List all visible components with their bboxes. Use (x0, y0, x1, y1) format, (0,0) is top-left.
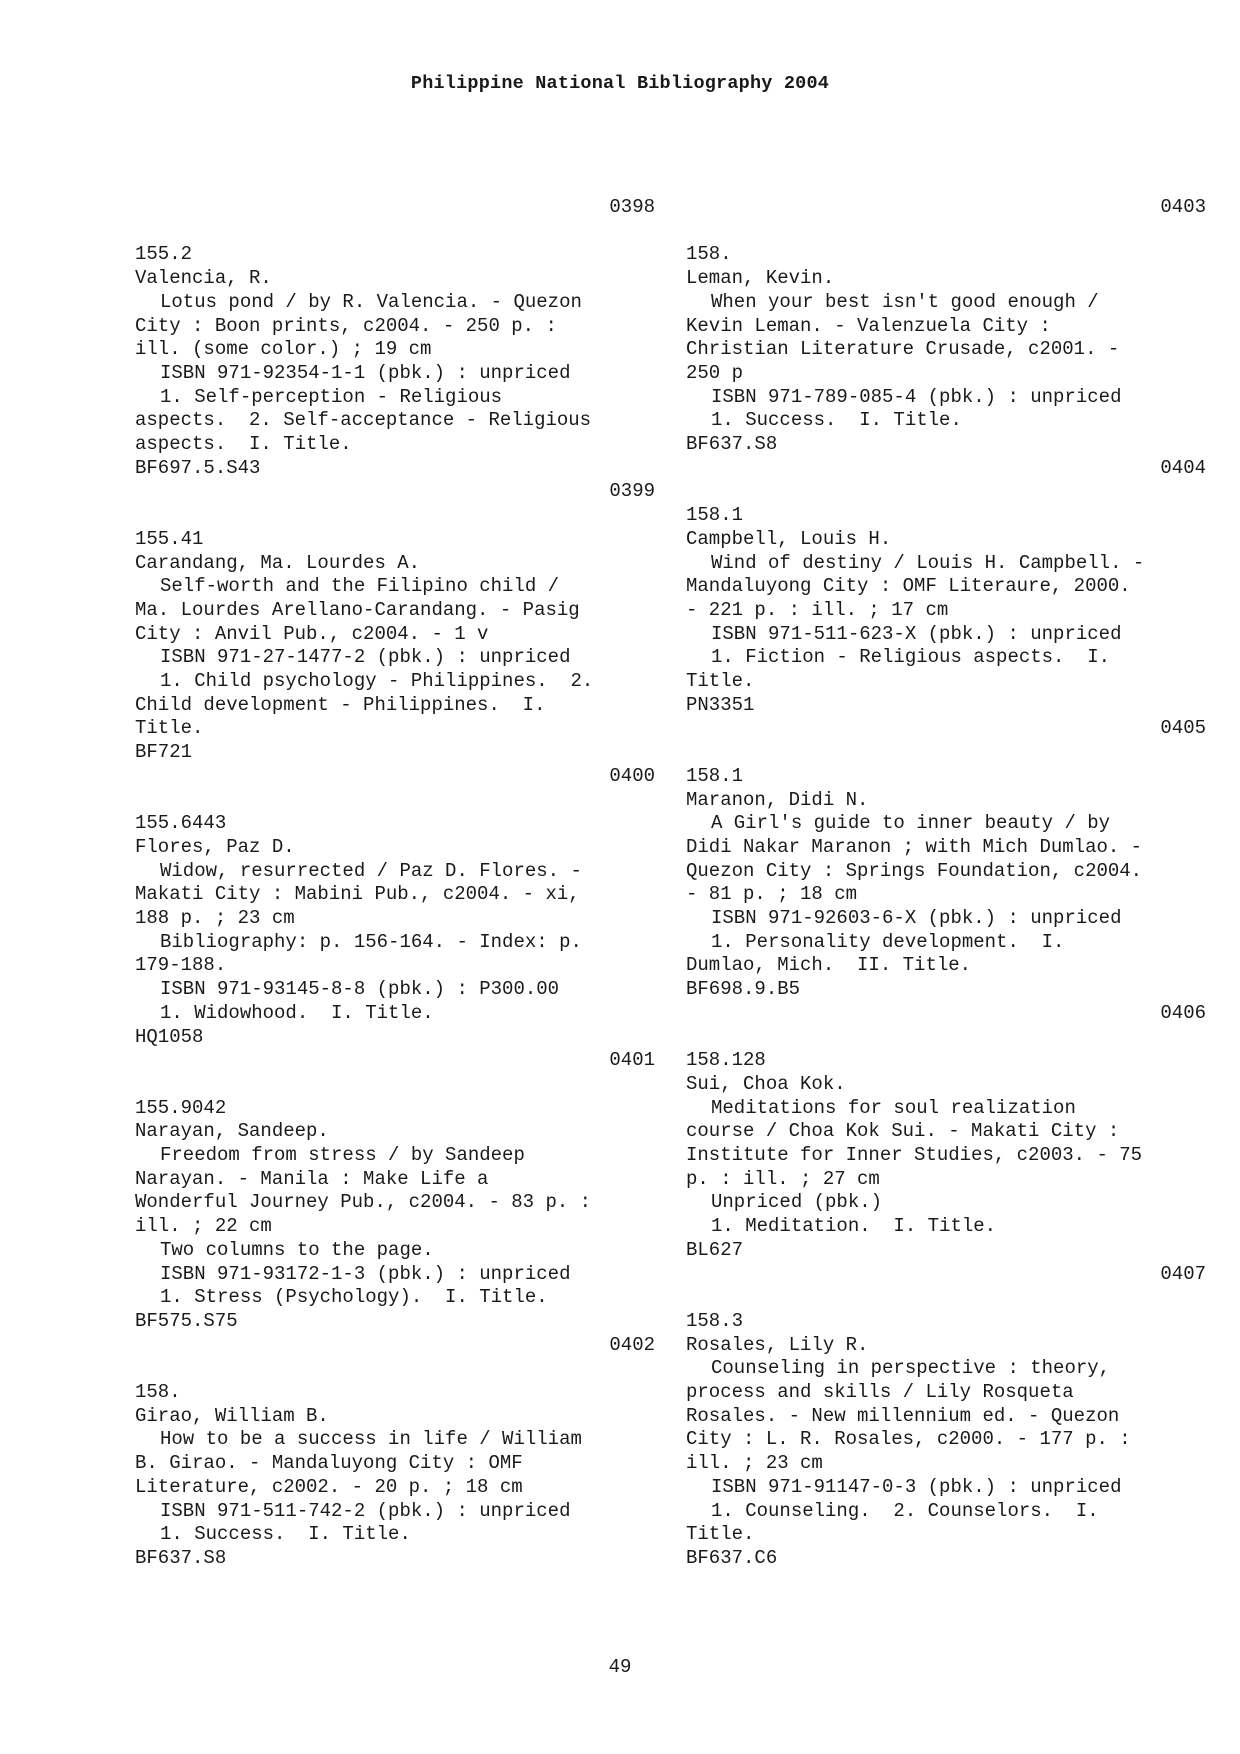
entry-line: When your best isn't good enough / (711, 290, 1099, 313)
entry-line: Makati City : Mabini Pub., c2004. - xi, (135, 883, 580, 906)
entry-number: 0402 (609, 1333, 655, 1356)
entry-line: Leman, Kevin. (686, 267, 835, 290)
entry-line: City : Anvil Pub., c2004. - 1 v (135, 622, 489, 645)
entry-line: process and skills / Lily Rosqueta (686, 1381, 1074, 1404)
entry-line: Maranon, Didi N. (686, 788, 869, 811)
bibliography-entry (135, 1049, 655, 1333)
entry-line: ISBN 971-27-1477-2 (pbk.) : unpriced (160, 646, 571, 669)
entry-line: 1. Personality development. I. (711, 930, 1065, 953)
entry-line: Title. (135, 717, 204, 740)
bibliography-entry (686, 717, 1206, 1001)
entry-number: 0400 (609, 764, 655, 787)
entry-line: 158.1 (686, 504, 744, 527)
entry-number: 0405 (1160, 717, 1206, 740)
entry-line: Freedom from stress / by Sandeep (160, 1144, 525, 1167)
entry-line: Wonderful Journey Pub., c2004. - 83 p. : (135, 1191, 592, 1214)
entry-line: ISBN 971-511-742-2 (pbk.) : unpriced (160, 1499, 571, 1522)
entry-line: 158.1 (686, 764, 744, 787)
entry-line: ISBN 971-91147-0-3 (pbk.) : unpriced (711, 1475, 1122, 1498)
entry-line: Unpriced (pbk.) (711, 1191, 883, 1214)
entry-line: course / Choa Kok Sui. - Makati City : (686, 1120, 1120, 1143)
page-title: Philippine National Bibliography 2004 (410, 73, 830, 94)
entry-line: City : L. R. Rosales, c2000. - 177 p. : (686, 1428, 1131, 1451)
entry-line: Flores, Paz D. (135, 835, 295, 858)
entry-line: Wind of destiny / Louis H. Campbell. - (711, 551, 1145, 574)
entry-line: Narayan. - Manila : Make Life a (135, 1167, 489, 1190)
entry-line: Didi Nakar Maranon ; with Mich Dumlao. - (686, 835, 1143, 858)
entry-line: City : Boon prints, c2004. - 250 p. : (135, 314, 557, 337)
entry-line: 155.6443 (135, 812, 227, 835)
entry-line: - 221 p. : ill. ; 17 cm (686, 598, 949, 621)
bibliography-entry (135, 480, 655, 764)
entry-line: How to be a success in life / William (160, 1428, 582, 1451)
entry-line: PN3351 (686, 693, 755, 716)
entry-line: 158.3 (686, 1309, 744, 1332)
entry-line: 158.128 (686, 1049, 766, 1072)
entry-line: ISBN 971-511-623-X (pbk.) : unpriced (711, 622, 1122, 645)
entry-line: 158. (686, 243, 732, 266)
entry-line: 1. Success. I. Title. (160, 1523, 411, 1546)
entry-number: 0399 (609, 480, 655, 503)
entry-line: Sui, Choa Kok. (686, 1072, 846, 1095)
entry-line: A Girl's guide to inner beauty / by (711, 812, 1111, 835)
entry-line: aspects. 2. Self-acceptance - Religious (135, 409, 592, 432)
entry-line: Campbell, Louis H. (686, 527, 892, 550)
bibliography-entry (686, 457, 1206, 718)
entry-line: BF698.9.B5 (686, 978, 801, 1001)
entry-line: Literature, c2002. - 20 p. ; 18 cm (135, 1475, 523, 1498)
entry-line: Lotus pond / by R. Valencia. - Quezon (160, 290, 582, 313)
entry-line: BF575.S75 (135, 1309, 238, 1332)
entry-line: Meditations for soul realization (711, 1096, 1076, 1119)
entry-line: 1. Stress (Psychology). I. Title. (160, 1286, 548, 1309)
entry-line: Girao, William B. (135, 1404, 329, 1427)
page-number: 49 (608, 1656, 632, 1678)
left-column (135, 196, 655, 1571)
entry-line: Child development - Philippines. I. (135, 693, 546, 716)
entry-line: ISBN 971-92354-1-1 (pbk.) : unpriced (160, 361, 571, 384)
entry-number: 0398 (609, 196, 655, 218)
entry-line: 1. Fiction - Religious aspects. I. (711, 646, 1111, 669)
entry-line: Mandaluyong City : OMF Literaure, 2000. (686, 575, 1131, 598)
entry-line: Kevin Leman. - Valenzuela City : (686, 314, 1051, 337)
entry-line: BF637.S8 (135, 1547, 227, 1569)
entry-line: BL627 (686, 1238, 744, 1261)
entry-line: Rosales, Lily R. (686, 1333, 869, 1356)
entry-line: 155.9042 (135, 1096, 227, 1119)
bibliography-entry (135, 1334, 655, 1571)
entry-line: ISBN 971-93172-1-3 (pbk.) : unpriced (160, 1262, 571, 1285)
bibliography-entry (686, 1263, 1206, 1571)
entry-line: 1. Success. I. Title. (711, 409, 962, 432)
entry-line: BF637.C6 (686, 1547, 778, 1569)
entry-line: 1. Meditation. I. Title. (711, 1215, 997, 1238)
entry-line: ISBN 971-789-085-4 (pbk.) : unpriced (711, 385, 1122, 408)
entry-line: BF721 (135, 741, 193, 764)
entry-line: ill. ; 23 cm (686, 1452, 823, 1475)
entry-line: - 81 p. ; 18 cm (686, 883, 858, 906)
bibliography-entry (686, 1002, 1206, 1263)
entry-line: ill. (some color.) ; 19 cm (135, 338, 432, 361)
right-column (686, 196, 1206, 1571)
entry-line: Two columns to the page. (160, 1238, 434, 1261)
entry-line: B. Girao. - Mandaluyong City : OMF (135, 1452, 523, 1475)
entry-line: Title. (686, 670, 755, 693)
entry-line: 158. (135, 1381, 181, 1404)
bibliography-entry (686, 196, 1206, 457)
entry-line: 1. Counseling. 2. Counselors. I. (711, 1499, 1099, 1522)
entry-line: 1. Widowhood. I. Title. (160, 1001, 434, 1024)
entry-line: Quezon City : Springs Foundation, c2004. (686, 859, 1143, 882)
entry-line: aspects. I. Title. (135, 433, 352, 456)
bibliography-entry (135, 196, 655, 480)
entry-line: 155.41 (135, 527, 204, 550)
entry-number: 0403 (1160, 196, 1206, 218)
entry-line: Narayan, Sandeep. (135, 1120, 329, 1143)
entry-line: ill. ; 22 cm (135, 1215, 272, 1238)
entry-line: BF697.5.S43 (135, 456, 261, 479)
entry-line: Valencia, R. (135, 267, 272, 290)
entry-line: Rosales. - New millennium ed. - Quezon (686, 1404, 1120, 1427)
entry-line: HQ1058 (135, 1025, 204, 1048)
entry-line: Bibliography: p. 156-164. - Index: p. (160, 930, 582, 953)
entry-line: 1. Self-perception - Religious (160, 385, 503, 408)
entry-line: p. : ill. ; 27 cm (686, 1167, 880, 1190)
entry-line: Ma. Lourdes Arellano-Carandang. - Pasig (135, 598, 580, 621)
entry-line: 188 p. ; 23 cm (135, 907, 295, 930)
entry-line: Carandang, Ma. Lourdes A. (135, 551, 421, 574)
entry-line: Self-worth and the Filipino child / (160, 575, 560, 598)
entry-line: 250 p (686, 361, 744, 384)
entry-line: 1. Child psychology - Philippines. 2. (160, 670, 594, 693)
entry-number: 0404 (1160, 456, 1206, 479)
entry-number: 0407 (1160, 1262, 1206, 1285)
entry-line: Dumlao, Mich. II. Title. (686, 954, 972, 977)
entry-line: 155.2 (135, 243, 193, 266)
bibliography-entry (135, 765, 655, 1049)
entry-line: Institute for Inner Studies, c2003. - 75 (686, 1144, 1143, 1167)
entry-line: 179-188. (135, 954, 227, 977)
entry-line: Counseling in perspective : theory, (711, 1357, 1111, 1380)
entry-number: 0406 (1160, 1001, 1206, 1024)
entry-line: ISBN 971-93145-8-8 (pbk.) : P300.00 (160, 978, 560, 1001)
entry-line: Title. (686, 1523, 755, 1546)
entry-line: ISBN 971-92603-6-X (pbk.) : unpriced (711, 907, 1122, 930)
entry-line: BF637.S8 (686, 433, 778, 456)
entry-line: Widow, resurrected / Paz D. Flores. - (160, 859, 582, 882)
entry-line: Christian Literature Crusade, c2001. - (686, 338, 1120, 361)
entry-number: 0401 (609, 1049, 655, 1072)
